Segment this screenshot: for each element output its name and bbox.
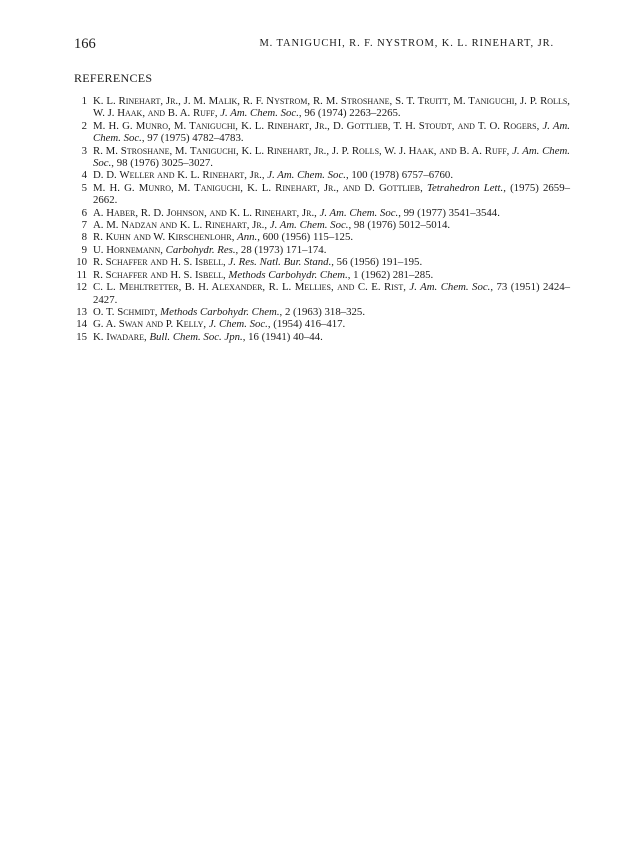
citation-text: R. bbox=[93, 231, 106, 244]
citation-text: , 100 (1978) 6757–6760. bbox=[345, 169, 454, 182]
reference-citation bbox=[93, 269, 570, 281]
reference-list bbox=[74, 95, 570, 343]
reference-item bbox=[74, 331, 570, 343]
journal-name: J. Am. Chem. Soc. bbox=[319, 206, 399, 219]
reference-item bbox=[74, 306, 570, 318]
journal-name: Methods Carbohydr. Chem. bbox=[160, 305, 280, 318]
citation-text: , 2 (1963) 318–325. bbox=[279, 305, 366, 318]
citation-text: , bbox=[231, 231, 238, 244]
citation-text: U. bbox=[93, 243, 107, 256]
citation-text: M. H. G. bbox=[93, 181, 139, 194]
citation-text: , (1954) 416–417. bbox=[267, 318, 346, 331]
citation-text: A. bbox=[93, 206, 107, 219]
citation-text: , 96 (1974) 2263–2265. bbox=[298, 107, 401, 120]
author-names: Kuhn and W. Kirschenlohr bbox=[105, 231, 232, 244]
citation-text: , bbox=[536, 119, 543, 132]
citation-text: , bbox=[420, 181, 427, 194]
reference-item bbox=[74, 95, 570, 120]
journal-name: J. Am. Chem. Soc. bbox=[267, 169, 346, 182]
citation-text: , bbox=[223, 256, 229, 269]
reference-item bbox=[74, 182, 570, 207]
reference-citation bbox=[93, 120, 570, 145]
reference-number: 8 bbox=[81, 231, 87, 244]
reference-item bbox=[74, 169, 570, 181]
citation-text: R. bbox=[93, 268, 106, 281]
reference-citation bbox=[93, 207, 570, 219]
citation-text: , 73 (1951) 2424–2427. bbox=[93, 281, 571, 306]
reference-number: 6 bbox=[81, 206, 87, 219]
citation-text: , 97 (1975) 4782–4783. bbox=[141, 132, 244, 145]
author-names: Hornemann bbox=[106, 243, 161, 256]
author-names: Schaffer and H. S. Isbell bbox=[105, 256, 223, 269]
reference-number: 3 bbox=[81, 144, 87, 157]
journal-name: J. Am. Chem. Soc. bbox=[93, 144, 570, 170]
citation-text: , bbox=[154, 305, 161, 318]
reference-item bbox=[74, 318, 570, 330]
reference-citation bbox=[93, 331, 570, 343]
journal-name: Ann. bbox=[237, 231, 258, 244]
citation-text: , 56 (1956) 191–195. bbox=[331, 256, 423, 269]
author-names: Schmidt bbox=[117, 305, 155, 318]
citation-text: G. A. bbox=[93, 318, 119, 331]
reference-number: 7 bbox=[81, 219, 87, 232]
citation-text: C. L. bbox=[93, 281, 120, 294]
reference-number: 1 bbox=[81, 95, 87, 107]
reference-citation bbox=[93, 219, 570, 231]
page-number: 166 bbox=[74, 36, 96, 52]
references-heading: REFERENCES bbox=[74, 71, 153, 85]
reference-number: 13 bbox=[76, 305, 87, 318]
reference-item bbox=[74, 207, 570, 219]
author-names: Munro, M. Taniguchi, K. L. Rinehart, Jr., and D. Gottlieb bbox=[138, 181, 421, 194]
citation-text: , bbox=[223, 268, 229, 281]
citation-text: O. T. bbox=[93, 305, 118, 318]
citation-text: , 16 (1941) 40–44. bbox=[242, 330, 323, 343]
citation-text: , 98 (1976) 3025–3027. bbox=[111, 157, 213, 170]
citation-text: , bbox=[314, 206, 320, 219]
reference-number: 4 bbox=[81, 169, 87, 182]
citation-text: , bbox=[203, 318, 209, 331]
reference-number: 9 bbox=[81, 243, 87, 256]
reference-item bbox=[74, 244, 570, 256]
reference-citation bbox=[93, 256, 570, 268]
citation-text: , 99 (1977) 3541–3544. bbox=[398, 206, 500, 219]
citation-text: , 28 (1973) 171–174. bbox=[235, 243, 327, 256]
journal-name: J. Res. Natl. Bur. Stand. bbox=[228, 256, 332, 269]
citation-text: , 1 (1962) 281–285. bbox=[347, 268, 434, 281]
journal-name: Methods Carbohydr. Chem. bbox=[228, 268, 348, 281]
journal-name: Bull. Chem. Soc. Jpn. bbox=[149, 330, 243, 343]
citation-text: , bbox=[214, 107, 221, 120]
journal-name: J. Am. Chem. Soc. bbox=[409, 281, 491, 294]
citation-text: , 98 (1976) 5012–5014. bbox=[348, 219, 451, 232]
citation-text: , bbox=[264, 219, 270, 232]
citation-text: , bbox=[160, 243, 166, 256]
citation-text: R. bbox=[93, 256, 106, 269]
reference-item bbox=[74, 145, 570, 170]
reference-item bbox=[74, 256, 570, 268]
reference-number: 11 bbox=[76, 268, 87, 281]
author-names: Stroshane, M. Taniguchi, K. L. Rinehart, Jr., J. P. Rolls, W. J. Haak, and B. A. Ruff bbox=[120, 144, 507, 157]
reference-citation bbox=[93, 318, 570, 330]
citation-text: , (1975) 2659–2662. bbox=[93, 181, 570, 207]
reference-citation bbox=[93, 281, 570, 306]
author-names: Rinehart, Jr., J. M. Malik, R. F. Nystrom, R. M. Stroshane, S. T. Truitt, M. Taniguchi, J. P. Rolls, W. J. Haak, and B. A. Ruff bbox=[93, 95, 570, 120]
reference-number: 15 bbox=[76, 330, 87, 343]
journal-name: Carbohydr. Res. bbox=[165, 243, 236, 256]
author-names: Nadzan and K. L. Rinehart, Jr. bbox=[121, 219, 265, 232]
citation-text: , bbox=[403, 281, 410, 294]
author-names: Haber, R. D. Johnson, and K. L. Rinehart, Jr. bbox=[106, 206, 315, 219]
citation-text: K. L. bbox=[93, 95, 119, 107]
journal-name: J. Am. Chem. Soc. bbox=[269, 219, 349, 232]
author-names: Swan and P. Kelly bbox=[118, 318, 204, 331]
reference-item bbox=[74, 281, 570, 306]
author-names: Mehltretter, B. H. Alexander, R. L. Mellies, and C. E. Rist bbox=[119, 281, 404, 294]
citation-text: , bbox=[144, 330, 150, 343]
citation-text: A. M. bbox=[93, 219, 122, 232]
reference-number: 10 bbox=[76, 256, 87, 269]
reference-citation bbox=[93, 182, 570, 207]
reference-citation bbox=[93, 95, 570, 120]
reference-item bbox=[74, 219, 570, 231]
author-names: Munro, M. Taniguchi, K. L. Rinehart, Jr., D. Gottlieb, T. H. Stoudt, and T. O. Rogers bbox=[135, 119, 537, 132]
citation-text: , 600 (1956) 115–125. bbox=[257, 231, 354, 244]
reference-item bbox=[74, 231, 570, 243]
reference-number: 12 bbox=[76, 281, 87, 294]
reference-citation bbox=[93, 145, 570, 170]
citation-text: D. D. bbox=[93, 169, 120, 182]
citation-text: M. H. G. bbox=[93, 119, 136, 132]
citation-text: , bbox=[506, 144, 513, 157]
author-names: Schaffer and H. S. Isbell bbox=[105, 268, 223, 281]
citation-text: R. M. bbox=[93, 144, 121, 157]
author-names: Weller and K. L. Rinehart, Jr. bbox=[119, 169, 262, 182]
citation-text: K. bbox=[93, 330, 107, 343]
journal-name: Tetrahedron Lett. bbox=[427, 181, 504, 194]
reference-number: 14 bbox=[76, 318, 87, 331]
running-head: M. TANIGUCHI, R. F. NYSTROM, K. L. RINEHART, JR. bbox=[259, 38, 554, 49]
author-names: Iwadare bbox=[106, 330, 145, 343]
reference-number: 2 bbox=[81, 119, 87, 132]
reference-item bbox=[74, 269, 570, 281]
reference-citation bbox=[93, 169, 570, 181]
journal-name: J. Am. Chem. Soc. bbox=[220, 107, 299, 120]
reference-citation bbox=[93, 244, 570, 256]
reference-number: 5 bbox=[81, 181, 87, 194]
journal-name: J. Chem. Soc. bbox=[208, 318, 268, 331]
reference-citation bbox=[93, 306, 570, 318]
journal-name: J. Am. Chem. Soc. bbox=[93, 119, 570, 145]
reference-citation bbox=[93, 231, 570, 243]
citation-text: , bbox=[261, 169, 268, 182]
reference-item bbox=[74, 120, 570, 145]
